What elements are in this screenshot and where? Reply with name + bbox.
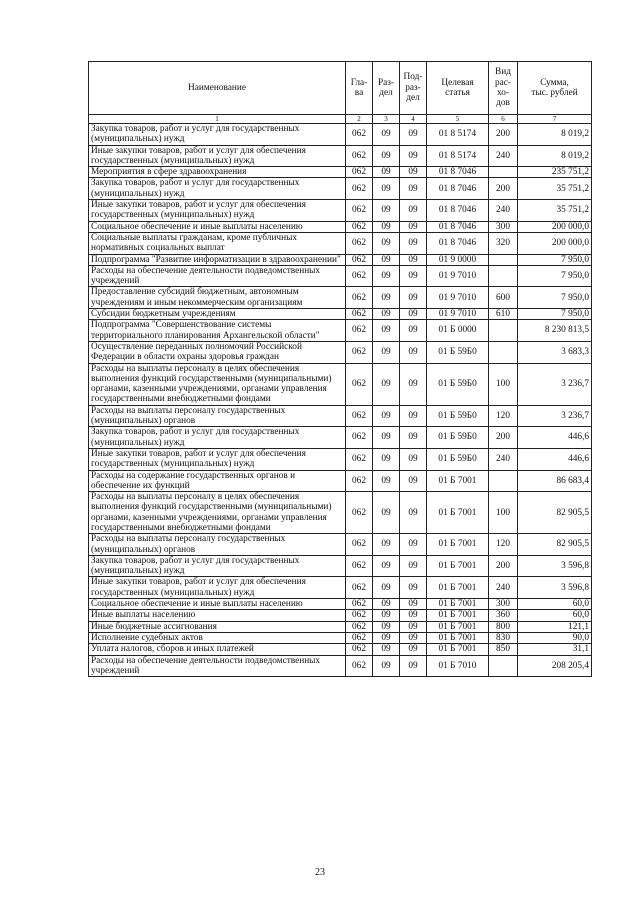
row-name: Осуществление переданных полномочий Российской Федерации в области охраны здоровья граждан	[89, 341, 346, 363]
row-vid	[489, 320, 518, 342]
row-glava: 062	[346, 320, 373, 342]
table-row	[89, 405, 592, 427]
row-podrazdel: 09	[400, 341, 427, 363]
row-razdel: 09	[373, 341, 400, 363]
row-glava: 062	[346, 232, 373, 254]
table-row	[89, 200, 592, 222]
row-vid	[489, 341, 518, 363]
row-vid: 240	[489, 200, 518, 222]
row-razdel: 09	[373, 655, 400, 677]
row-glava: 062	[346, 287, 373, 309]
row-sum: 7 950,0	[518, 309, 592, 320]
row-vid: 200	[489, 124, 518, 146]
row-podrazdel: 09	[400, 145, 427, 167]
row-statya: 01 Б 7001	[427, 555, 489, 577]
row-sum: 60,0	[518, 599, 592, 610]
table-row	[89, 599, 592, 610]
row-statya: 01 Б 7001	[427, 632, 489, 643]
row-statya: 01 Б 7001	[427, 492, 489, 534]
row-razdel: 09	[373, 621, 400, 632]
row-name: Иные бюджетные ассигнования	[89, 621, 346, 632]
row-vid: 200	[489, 427, 518, 449]
row-statya: 01 Б 7001	[427, 534, 489, 556]
row-name: Подпрограмма "Совершенствование системы территориального планирования Архангельской области"	[89, 320, 346, 342]
row-razdel: 09	[373, 470, 400, 492]
table-row	[89, 470, 592, 492]
row-vid: 100	[489, 363, 518, 405]
row-glava: 062	[346, 555, 373, 577]
row-statya: 01 8 7046	[427, 178, 489, 200]
row-sum: 8 019,2	[518, 145, 592, 167]
row-vid: 240	[489, 448, 518, 470]
header-statya: Целевая статья	[427, 62, 489, 115]
column-number: 3	[373, 115, 400, 124]
row-sum: 3 596,8	[518, 577, 592, 599]
table-header	[89, 62, 592, 124]
row-vid: 120	[489, 534, 518, 556]
row-sum: 121,1	[518, 621, 592, 632]
row-podrazdel: 09	[400, 265, 427, 287]
row-razdel: 09	[373, 265, 400, 287]
table-row	[89, 320, 592, 342]
row-razdel: 09	[373, 492, 400, 534]
table-row	[89, 254, 592, 265]
table-row	[89, 265, 592, 287]
row-podrazdel: 09	[400, 632, 427, 643]
column-number: 5	[427, 115, 489, 124]
row-podrazdel: 09	[400, 254, 427, 265]
row-sum: 3 236,7	[518, 405, 592, 427]
row-sum: 82 905,5	[518, 492, 592, 534]
table-row	[89, 178, 592, 200]
row-statya: 01 9 7010	[427, 309, 489, 320]
row-name: Расходы на выплаты персоналу в целях обеспечения выполнения функций государственными (муниципальными) органами, казенными учреждениями, органами управления государственными внебюджетными фондами	[89, 492, 346, 534]
row-glava: 062	[346, 492, 373, 534]
row-podrazdel: 09	[400, 427, 427, 449]
row-podrazdel: 09	[400, 309, 427, 320]
row-glava: 062	[346, 534, 373, 556]
row-statya: 01 Б 59Б0	[427, 427, 489, 449]
row-glava: 062	[346, 145, 373, 167]
column-number: 6	[489, 115, 518, 124]
table-row	[89, 555, 592, 577]
row-podrazdel: 09	[400, 200, 427, 222]
row-vid	[489, 265, 518, 287]
budget-table	[88, 61, 592, 677]
row-podrazdel: 09	[400, 610, 427, 621]
row-sum: 446,6	[518, 448, 592, 470]
row-name: Закупка товаров, работ и услуг для государственных (муниципальных) нужд	[89, 124, 346, 146]
row-sum: 82 905,5	[518, 534, 592, 556]
row-name: Иные закупки товаров, работ и услуг для обеспечения государственных (муниципальных) нужд	[89, 448, 346, 470]
row-razdel: 09	[373, 200, 400, 222]
table-row	[89, 309, 592, 320]
row-sum: 3 236,7	[518, 363, 592, 405]
row-sum: 35 751,2	[518, 178, 592, 200]
row-razdel: 09	[373, 448, 400, 470]
row-vid	[489, 254, 518, 265]
header-row	[89, 62, 592, 115]
row-razdel: 09	[373, 124, 400, 146]
row-sum: 8 019,2	[518, 124, 592, 146]
row-razdel: 09	[373, 555, 400, 577]
row-glava: 062	[346, 309, 373, 320]
row-name: Расходы на выплаты персоналу государственных (муниципальных) органов	[89, 534, 346, 556]
table-row	[89, 448, 592, 470]
row-podrazdel: 09	[400, 221, 427, 232]
row-statya: 01 8 7046	[427, 232, 489, 254]
row-statya: 01 Б 7001	[427, 610, 489, 621]
row-glava: 062	[346, 200, 373, 222]
row-statya: 01 8 7046	[427, 167, 489, 178]
table-row	[89, 287, 592, 309]
row-razdel: 09	[373, 405, 400, 427]
row-name: Иные закупки товаров, работ и услуг для обеспечения государственных (муниципальных) нужд	[89, 577, 346, 599]
row-glava: 062	[346, 265, 373, 287]
table-row	[89, 145, 592, 167]
row-name: Уплата налогов, сборов и иных платежей	[89, 644, 346, 655]
row-razdel: 09	[373, 287, 400, 309]
row-sum: 200 000,0	[518, 232, 592, 254]
row-name: Иные выплаты населению	[89, 610, 346, 621]
row-vid	[489, 167, 518, 178]
row-name: Исполнение судебных актов	[89, 632, 346, 643]
table-row	[89, 221, 592, 232]
row-razdel: 09	[373, 320, 400, 342]
row-sum: 35 751,2	[518, 200, 592, 222]
table-row	[89, 534, 592, 556]
page-number: 23	[315, 867, 325, 878]
row-sum: 446,6	[518, 427, 592, 449]
table-row	[89, 644, 592, 655]
row-razdel: 09	[373, 644, 400, 655]
row-vid: 240	[489, 145, 518, 167]
row-statya: 01 8 5174	[427, 145, 489, 167]
row-statya: 01 Б 7001	[427, 599, 489, 610]
row-razdel: 09	[373, 254, 400, 265]
row-sum: 8 230 813,5	[518, 320, 592, 342]
row-sum: 7 950,0	[518, 265, 592, 287]
table-row	[89, 232, 592, 254]
row-podrazdel: 09	[400, 534, 427, 556]
row-statya: 01 Б 7001	[427, 644, 489, 655]
row-sum: 200 000,0	[518, 221, 592, 232]
row-sum: 60,0	[518, 610, 592, 621]
row-podrazdel: 09	[400, 555, 427, 577]
row-statya: 01 Б 0000	[427, 320, 489, 342]
row-statya: 01 9 0000	[427, 254, 489, 265]
row-glava: 062	[346, 655, 373, 677]
row-glava: 062	[346, 621, 373, 632]
row-sum: 7 950,0	[518, 254, 592, 265]
row-name: Расходы на обеспечение деятельности подведомственных учреждений	[89, 265, 346, 287]
table-row	[89, 621, 592, 632]
row-podrazdel: 09	[400, 448, 427, 470]
row-vid	[489, 470, 518, 492]
row-razdel: 09	[373, 309, 400, 320]
row-vid: 100	[489, 492, 518, 534]
row-razdel: 09	[373, 534, 400, 556]
row-razdel: 09	[373, 610, 400, 621]
row-vid: 850	[489, 644, 518, 655]
row-statya: 01 Б 7001	[427, 470, 489, 492]
row-podrazdel: 09	[400, 232, 427, 254]
row-podrazdel: 09	[400, 167, 427, 178]
header-podrazdel: Под- раз- дел	[400, 62, 427, 115]
table-row	[89, 167, 592, 178]
header-glava: Гла- ва	[346, 62, 373, 115]
row-podrazdel: 09	[400, 287, 427, 309]
column-number: 2	[346, 115, 373, 124]
row-name: Закупка товаров, работ и услуг для государственных (муниципальных) нужд	[89, 427, 346, 449]
row-glava: 062	[346, 577, 373, 599]
row-vid: 300	[489, 599, 518, 610]
row-glava: 062	[346, 167, 373, 178]
row-vid: 600	[489, 287, 518, 309]
row-sum: 7 950,0	[518, 287, 592, 309]
row-name: Мероприятия в сфере здравоохранения	[89, 167, 346, 178]
row-glava: 062	[346, 178, 373, 200]
row-sum: 90,0	[518, 632, 592, 643]
row-sum: 86 683,4	[518, 470, 592, 492]
row-name: Расходы на выплаты персоналу в целях обеспечения выполнения функций государственными (муниципальными) органами, казенными учреждениями, органами управления государственными внебюджетными фондами	[89, 363, 346, 405]
row-razdel: 09	[373, 363, 400, 405]
row-glava: 062	[346, 644, 373, 655]
row-statya: 01 9 7010	[427, 287, 489, 309]
row-sum: 208 205,4	[518, 655, 592, 677]
table-row	[89, 492, 592, 534]
row-podrazdel: 09	[400, 178, 427, 200]
row-statya: 01 9 7010	[427, 265, 489, 287]
row-statya: 01 8 7046	[427, 221, 489, 232]
row-vid: 200	[489, 178, 518, 200]
row-name: Закупка товаров, работ и услуг для государственных (муниципальных) нужд	[89, 178, 346, 200]
row-razdel: 09	[373, 178, 400, 200]
row-podrazdel: 09	[400, 577, 427, 599]
row-razdel: 09	[373, 427, 400, 449]
row-razdel: 09	[373, 599, 400, 610]
row-sum: 235 751,2	[518, 167, 592, 178]
row-statya: 01 Б 7001	[427, 621, 489, 632]
row-podrazdel: 09	[400, 470, 427, 492]
row-name: Социальное обеспечение и иные выплаты населению	[89, 221, 346, 232]
row-glava: 062	[346, 610, 373, 621]
row-glava: 062	[346, 124, 373, 146]
row-vid: 610	[489, 309, 518, 320]
row-podrazdel: 09	[400, 655, 427, 677]
column-number: 4	[400, 115, 427, 124]
table-row	[89, 655, 592, 677]
row-vid: 830	[489, 632, 518, 643]
row-glava: 062	[346, 405, 373, 427]
row-vid: 360	[489, 610, 518, 621]
row-podrazdel: 09	[400, 405, 427, 427]
row-glava: 062	[346, 363, 373, 405]
header-razdel: Раз- дел	[373, 62, 400, 115]
table-row	[89, 363, 592, 405]
row-vid: 200	[489, 555, 518, 577]
row-vid: 120	[489, 405, 518, 427]
row-statya: 01 Б 59Б0	[427, 405, 489, 427]
row-vid: 320	[489, 232, 518, 254]
row-name: Субсидии бюджетным учреждениям	[89, 309, 346, 320]
row-name: Расходы на обеспечение деятельности подведомственных учреждений	[89, 655, 346, 677]
row-glava: 062	[346, 448, 373, 470]
row-podrazdel: 09	[400, 124, 427, 146]
row-name: Предоставление субсидий бюджетным, автономным учреждениям и иным некоммерческим организациям	[89, 287, 346, 309]
header-name: Наименование	[89, 62, 346, 115]
row-name: Иные закупки товаров, работ и услуг для обеспечения государственных (муниципальных) нужд	[89, 145, 346, 167]
row-statya: 01 8 7046	[427, 200, 489, 222]
column-number: 1	[89, 115, 346, 124]
row-statya: 01 Б 7001	[427, 577, 489, 599]
table-row	[89, 124, 592, 146]
row-razdel: 09	[373, 221, 400, 232]
row-name: Расходы на содержание государственных органов и обеспечение их функций	[89, 470, 346, 492]
row-vid: 800	[489, 621, 518, 632]
row-vid: 300	[489, 221, 518, 232]
row-podrazdel: 09	[400, 599, 427, 610]
row-glava: 062	[346, 427, 373, 449]
table-row	[89, 632, 592, 643]
row-razdel: 09	[373, 145, 400, 167]
row-razdel: 09	[373, 232, 400, 254]
row-sum: 3 683,3	[518, 341, 592, 363]
row-glava: 062	[346, 341, 373, 363]
row-vid: 240	[489, 577, 518, 599]
row-glava: 062	[346, 254, 373, 265]
row-razdel: 09	[373, 167, 400, 178]
row-name: Закупка товаров, работ и услуг для государственных (муниципальных) нужд	[89, 555, 346, 577]
row-name: Социальное обеспечение и иные выплаты населению	[89, 599, 346, 610]
row-podrazdel: 09	[400, 492, 427, 534]
row-sum: 31,1	[518, 644, 592, 655]
row-name: Иные закупки товаров, работ и услуг для обеспечения государственных (муниципальных) нужд	[89, 200, 346, 222]
row-razdel: 09	[373, 577, 400, 599]
row-name: Подпрограмма "Развитие информатизации в здравоохранении"	[89, 254, 346, 265]
table-row	[89, 341, 592, 363]
row-vid	[489, 655, 518, 677]
column-number-row	[89, 115, 592, 124]
row-podrazdel: 09	[400, 644, 427, 655]
row-name: Расходы на выплаты персоналу государственных (муниципальных) органов	[89, 405, 346, 427]
table-body	[89, 124, 592, 677]
table-row	[89, 610, 592, 621]
header-sum: Сумма, тыс. рублей	[518, 62, 592, 115]
row-podrazdel: 09	[400, 621, 427, 632]
table-row	[89, 427, 592, 449]
header-vid: Вид рас- хо- дов	[489, 62, 518, 115]
row-statya: 01 Б 59Б0	[427, 341, 489, 363]
row-podrazdel: 09	[400, 320, 427, 342]
row-razdel: 09	[373, 632, 400, 643]
column-number: 7	[518, 115, 592, 124]
row-glava: 062	[346, 221, 373, 232]
row-glava: 062	[346, 632, 373, 643]
row-statya: 01 Б 7010	[427, 655, 489, 677]
row-glava: 062	[346, 470, 373, 492]
table-row	[89, 577, 592, 599]
row-sum: 3 596,8	[518, 555, 592, 577]
row-statya: 01 Б 59Б0	[427, 363, 489, 405]
row-statya: 01 Б 59Б0	[427, 448, 489, 470]
row-glava: 062	[346, 599, 373, 610]
row-statya: 01 8 5174	[427, 124, 489, 146]
row-name: Социальные выплаты гражданам, кроме публичных нормативных социальных выплат	[89, 232, 346, 254]
row-podrazdel: 09	[400, 363, 427, 405]
